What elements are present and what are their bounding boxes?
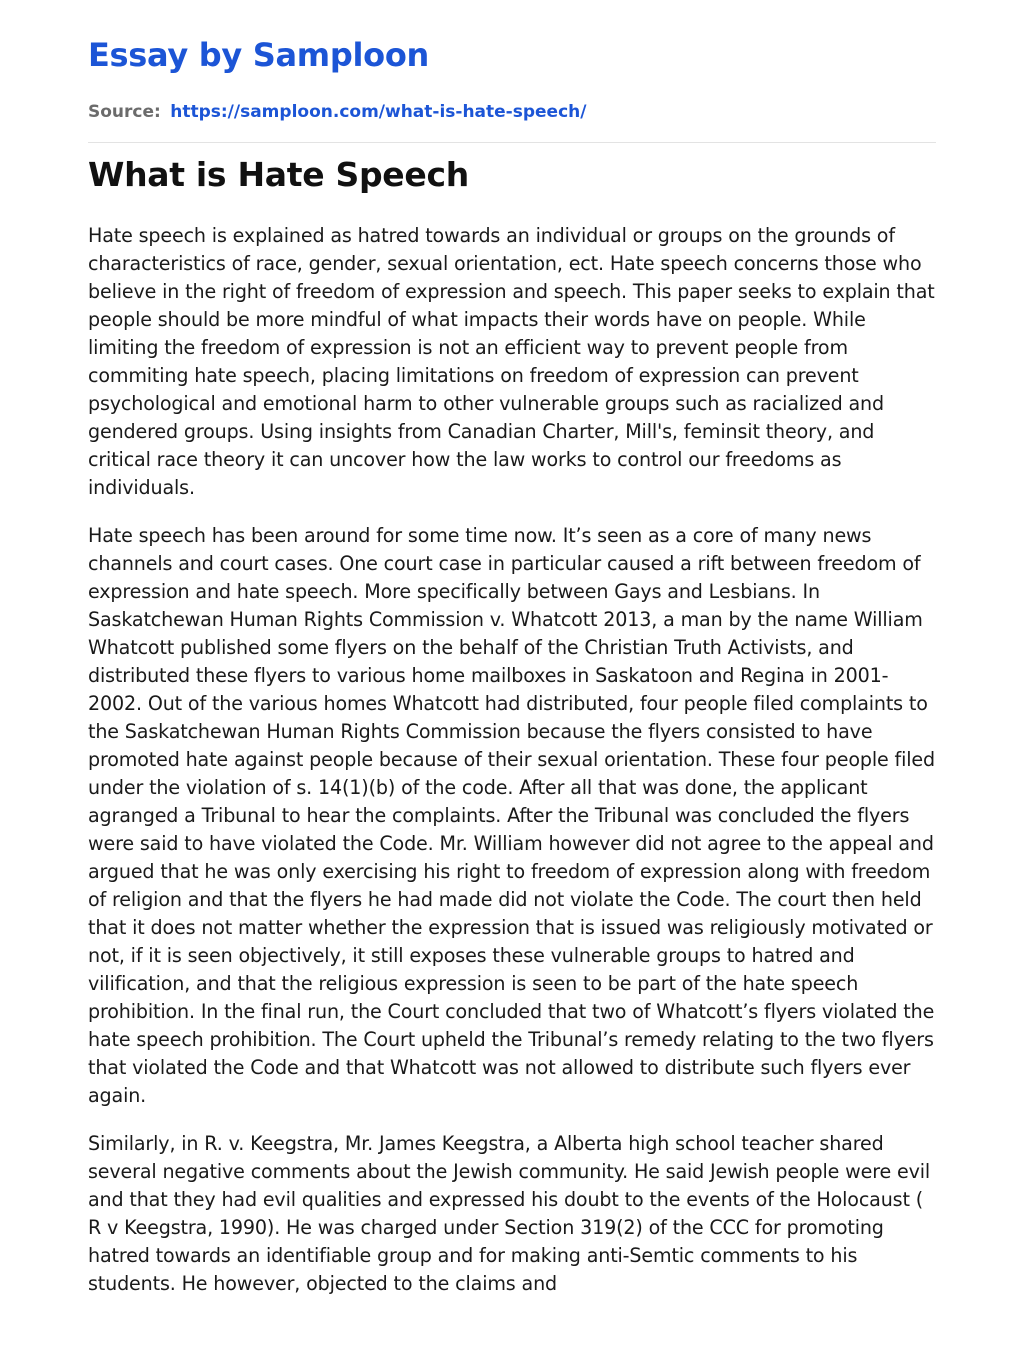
essay-body (88, 222, 938, 1318)
source-link[interactable]: https://samploon.com/what-is-hate-speech/ (170, 102, 587, 122)
brand-title: Essay by Samploon (88, 36, 429, 74)
paragraph-3: Similarly, in R. v. Keegstra, Mr. James Keegstra, a Alberta high school teacher shared several negative comments about the Jewish community. He said Jewish people were evil and that they had evil qualities and expressed his doubt to the events of the Holocaust ( R v Keegstra, 1990). He was charged under Section 319(2) of the CCC for promoting hatred towards an identifiable group and for making anti-Semtic comments to his students. He however, objected to the claims and (88, 1132, 931, 1295)
source-label: Source: (88, 102, 161, 122)
essay-title: What is Hate Speech (88, 155, 469, 194)
paragraph-2: Hate speech has been around for some time now. It’s seen as a core of many news channels and court cases. One court case in particular caused a rift between freedom of expression and hate speech. More specifically between Gays and Lesbians. In Saskatchewan Human Rights Commission v. Whatcott 2013, a man by the name William Whatcott published some flyers on the behalf of the Christian Truth Activists, and distributed these flyers to various home mailboxes in Saskatoon and Regina in 2001-2002. Out of the various homes Whatcott had distributed, four people filed complaints to the Saskatchewan Human Rights Commission because the flyers consisted to have promoted hate against people because of their sexual orientation. These four people filed under the violation of s. 14(1)(b) of the code. After all that was done, the applicant agranged a Tribunal to hear the complaints. After the Tribunal was concluded the flyers were said to have violated the Code. Mr. William however did not agree to the appeal and argued that he was only exercising his right to freedom of expression along with freedom of religion and that the flyers he had made did not violate the Code. The court then held that it does not matter whether the expression that is issued was religiously motivated or not, if it is seen objectively, it still exposes these vulnerable groups to hatred and vilification, and that the religious expression is seen to be part of the hate speech prohibition. In the final run, the Court concluded that two of Whatcott’s flyers violated the hate speech prohibition. The Court upheld the Tribunal’s remedy relating to the two flyers that violated the Code and that Whatcott was not allowed to distribute such flyers ever again. (88, 524, 935, 1107)
paragraph-1: Hate speech is explained as hatred towards an individual or groups on the grounds of characteristics of race, gender, sexual orientation, ect. Hate speech concerns those who believe in the right of freedom of expression and speech. This paper seeks to explain that people should be more mindful of what impacts their words have on people. While limiting the freedom of expression is not an efficient way to prevent people from commiting hate speech, placing limitations on freedom of expression can prevent psychological and emotional harm to other vulnerable groups such as racialized and gendered groups. Using insights from Canadian Charter, Mill's, feminsit theory, and critical race theory it can uncover how the law works to control our freedoms as individuals. (88, 224, 935, 499)
source-line (88, 102, 586, 122)
header-divider (88, 142, 936, 143)
